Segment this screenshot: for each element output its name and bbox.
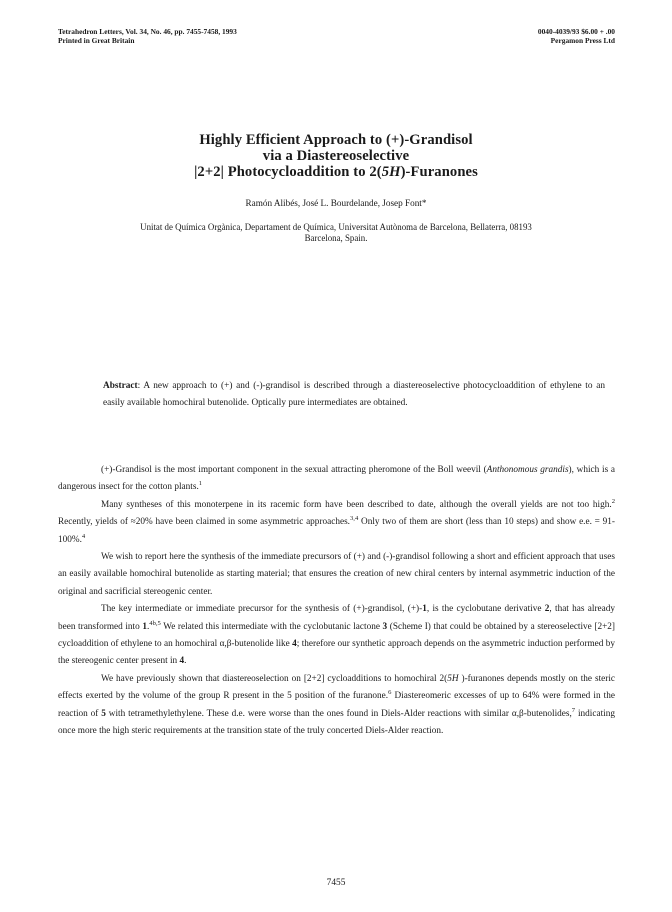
p4-text-d: We related this intermediate with the cyclobutanic lactone (160, 621, 383, 632)
title-line-3-start: |2+2| Photocycloaddition to 2( (194, 164, 382, 181)
reference-mark: 4 (81, 532, 86, 540)
author-list: Ramón Alibés, José L. Bourdelande, Josep Font* (245, 198, 427, 208)
title-line-3-italic: 5H (381, 164, 401, 181)
compound-number: 4 (292, 639, 297, 650)
compound-number: 2 (544, 604, 550, 615)
p1-text-b: ), which is a dangerous insect for the cotton plants. (58, 465, 615, 493)
p5-text-e: indicating once more the high steric requirements at the transition state of the truly concerted Diels-Alder reaction. (58, 708, 615, 737)
paragraph-4: The key intermediate or immediate precursor for the synthesis of (+)-grandisol, (+)-1, is the cyclobutane derivative 2, that has already been transformed into 1.$^{4b,5}$ We related this intermediate with the cyclobutanic lactone 3 (Scheme I) that could be obtained by a stereoselective [2+2] cycloaddition of ethylene to an homochiral α,β-butenolide like 4; therefore our synthetic approach depends on the asymmetric induction performed by the stereogenic center present in 4. (58, 604, 616, 667)
title-line-1: Highly Efficient Approach to (+)-Grandisol (199, 132, 473, 148)
compound-number: 4 (179, 656, 185, 667)
title-line-3-end: )-Furanones (400, 164, 478, 181)
species-name: Anthonomous grandis (486, 465, 569, 475)
p4-text-a: The key intermediate or immediate precursor for the synthesis of (+)-grandisol, (+)- (101, 604, 423, 615)
paragraph-5 (58, 671, 615, 741)
compound-number: 1 (142, 621, 147, 632)
affiliation-line-1: Unitat de Química Orgànica, Departament de Química, Universitat Autònoma de Barcelona, Bellaterra, 08193 (140, 222, 532, 232)
journal-citation: Tetrahedron Letters, Vol. 34, No. 46, pp. 7455-7458, 1993 (58, 27, 237, 36)
affiliation (40, 222, 632, 243)
paper-title (0, 132, 672, 181)
reference-mark: 7 (571, 706, 576, 714)
title-line-3 (0, 164, 672, 180)
p2-text-a: Many syntheses of this monoterpene in its racemic form have been described to date, although the overall yields are not too high. (101, 499, 612, 510)
p4-text-f: ; therefore our synthetic approach depends on the asymmetric induction performed by the stereogenic center present in (58, 639, 615, 667)
reference-mark: 1 (198, 480, 203, 488)
compound-number: 1 (422, 604, 427, 615)
affiliation-line-2: Barcelona, Spain. (304, 232, 368, 243)
compound-number: 3 (382, 621, 388, 632)
body-text (58, 462, 615, 741)
reference-mark: 2 (611, 497, 615, 505)
p4-text-g: . (184, 656, 187, 667)
p4-text-b: , is the cyclobutane derivative (426, 604, 545, 615)
paragraph-1 (58, 462, 615, 497)
p5-text-d: with tetramethylethylene. These d.e. were worse than the ones found in Diels-Alder reactions with similar α,β-butenolides, (105, 708, 572, 719)
p5-text-b: )-furanones depends mostly on the steric effects exerted by the volume of the group R present in the 5 position of the furanone. (58, 673, 615, 702)
publisher-name: Pergamon Press Ltd (550, 36, 615, 46)
p5-text-a: We have previously shown that diastereoselection on [2+2] cycloadditions to homochiral 2( (101, 673, 448, 684)
paragraph-3: We wish to report here the synthesis of the immediate precursors of (+) and (-)-grandisol following a short and efficient approach that uses an easily available homochiral butenolide as starting material; that ensures the creation of new chiral centers by internal asymmetric induction of the original and sacrificial stereogenic center. (58, 552, 615, 597)
p4-text-c: , that has already been transformed into (58, 604, 615, 632)
compound-number: 5 (101, 708, 106, 719)
abstract-label: Abstract (103, 381, 138, 391)
page-number: 7455 (326, 878, 346, 888)
reference-mark: 6 (388, 689, 392, 697)
abstract-text: : A new approach to (+) and (-)-grandisol is described through a diastereoselective photocycloaddition of ethylene to an easily available homochiral butenolide. Optically pure intermediates are obtained. (103, 381, 605, 409)
p5-italic: 5H (447, 673, 459, 684)
p5-text-c: Diastereomeric excesses of up to 64% were formed in the reaction of (58, 691, 615, 719)
price-code: 0040-4039/93 $6.00 + .00 (537, 27, 615, 36)
p4-text-e: (Scheme I) that could be obtained by a stereoselective [2+2] cycloaddition of ethylene to an homochiral α,β-butenolide like (58, 621, 616, 650)
p2-text-b: Recently, yields of ≈20% have been claimed in some asymmetric approaches. (58, 517, 350, 528)
reference-mark: 3,4 (350, 515, 359, 523)
p1-text-a: (+)-Grandisol is the most important component in the sexual attracting pheromone of the Boll weevil ( (101, 465, 487, 475)
title-line-2: via a Diastereoselective (262, 148, 410, 165)
paragraph-2 (58, 497, 615, 549)
p2-text-c: Only two of them are short (less than 10 steps) and show e.e. = 91-100%. (58, 517, 615, 545)
running-header-right (538, 27, 615, 45)
printed-note: Printed in Great Britain (58, 36, 135, 46)
running-header-left (58, 27, 237, 45)
abstract (103, 378, 605, 412)
reference-mark: 4b,5 (149, 619, 161, 627)
